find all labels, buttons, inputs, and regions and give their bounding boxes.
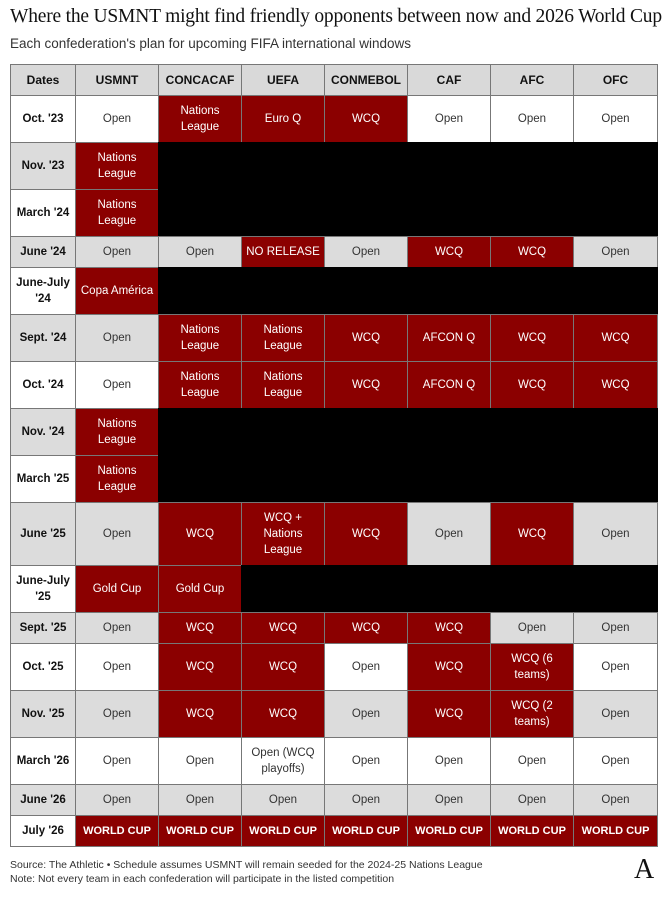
note: Note: Not every team in each confederation will participate in the listed competition <box>10 873 395 885</box>
schedule-cell-concacaf: Nations League <box>158 314 242 362</box>
schedule-cell-ofc: WORLD CUP <box>573 815 658 847</box>
chart-title: Where the USMNT might find friendly opponents between now and 2026 World Cup <box>10 6 662 27</box>
schedule-cell-concacaf: Nations League <box>158 361 242 409</box>
blackout-block <box>158 408 658 456</box>
column-header-usmnt: USMNT <box>75 64 159 96</box>
schedule-cell-ofc: Open <box>573 612 658 644</box>
schedule-cell-afc: WCQ (2 teams) <box>490 690 574 738</box>
schedule-cell-concacaf: WORLD CUP <box>158 815 242 847</box>
schedule-cell-uefa: NO RELEASE <box>241 236 325 268</box>
row-date: March '25 <box>10 455 76 503</box>
schedule-cell-uefa: Open (WCQ playoffs) <box>241 737 325 785</box>
row-date: Sept. '24 <box>10 314 76 362</box>
schedule-cell-caf: WCQ <box>407 612 491 644</box>
schedule-cell-ofc: WCQ <box>573 314 658 362</box>
schedule-cell-conmebol: WCQ <box>324 314 408 362</box>
schedule-cell-uefa: WCQ <box>241 643 325 691</box>
schedule-cell-usmnt: Nations League <box>75 142 159 190</box>
schedule-cell-ofc: Open <box>573 643 658 691</box>
the-athletic-logo: A <box>634 854 655 885</box>
schedule-cell-ofc: Open <box>573 236 658 268</box>
schedule-cell-conmebol: Open <box>324 643 408 691</box>
schedule-cell-uefa: Nations League <box>241 314 325 362</box>
schedule-cell-caf: Open <box>407 784 491 816</box>
schedule-cell-uefa: WCQ + Nations League <box>241 502 325 566</box>
schedule-cell-afc: Open <box>490 95 574 143</box>
row-date: March '26 <box>10 737 76 785</box>
schedule-cell-caf: Open <box>407 737 491 785</box>
schedule-cell-uefa: Euro Q <box>241 95 325 143</box>
schedule-cell-usmnt: Open <box>75 612 159 644</box>
schedule-cell-caf: AFCON Q <box>407 361 491 409</box>
source-note: Source: The Athletic • Schedule assumes USMNT will remain seeded for the 2024-25 Nations League <box>10 859 483 871</box>
schedule-cell-afc: Open <box>490 784 574 816</box>
schedule-cell-conmebol: Open <box>324 236 408 268</box>
schedule-cell-usmnt: Open <box>75 502 159 566</box>
row-date: Oct. '24 <box>10 361 76 409</box>
schedule-cell-conmebol: Open <box>324 737 408 785</box>
schedule-cell-usmnt: Open <box>75 643 159 691</box>
schedule-cell-ofc: Open <box>573 784 658 816</box>
schedule-cell-usmnt: Open <box>75 784 159 816</box>
schedule-cell-afc: WORLD CUP <box>490 815 574 847</box>
row-date: June-July '25 <box>10 565 76 613</box>
chart-subtitle: Each confederation's plan for upcoming FIFA international windows <box>10 36 412 51</box>
schedule-cell-caf: WCQ <box>407 643 491 691</box>
schedule-cell-ofc: WCQ <box>573 361 658 409</box>
row-date: June '26 <box>10 784 76 816</box>
schedule-cell-concacaf: Open <box>158 737 242 785</box>
row-date: Sept. '25 <box>10 612 76 644</box>
row-date: Nov. '24 <box>10 408 76 456</box>
row-date: July '26 <box>10 815 76 847</box>
column-header-ofc: OFC <box>573 64 658 96</box>
schedule-cell-afc: WCQ <box>490 502 574 566</box>
schedule-cell-usmnt: WORLD CUP <box>75 815 159 847</box>
schedule-cell-usmnt: Open <box>75 314 159 362</box>
schedule-cell-concacaf: WCQ <box>158 690 242 738</box>
schedule-cell-concacaf: Nations League <box>158 95 242 143</box>
schedule-cell-ofc: Open <box>573 690 658 738</box>
schedule-cell-uefa: WORLD CUP <box>241 815 325 847</box>
schedule-cell-uefa: WCQ <box>241 612 325 644</box>
column-header-concacaf: CONCACAF <box>158 64 242 96</box>
schedule-cell-usmnt: Open <box>75 95 159 143</box>
schedule-cell-concacaf: Open <box>158 784 242 816</box>
schedule-cell-conmebol: WCQ <box>324 95 408 143</box>
schedule-cell-usmnt: Open <box>75 690 159 738</box>
schedule-cell-caf: WCQ <box>407 236 491 268</box>
schedule-cell-afc: WCQ <box>490 361 574 409</box>
schedule-cell-ofc: Open <box>573 737 658 785</box>
schedule-cell-ofc: Open <box>573 502 658 566</box>
schedule-cell-caf: WORLD CUP <box>407 815 491 847</box>
schedule-cell-concacaf: WCQ <box>158 643 242 691</box>
schedule-cell-afc: Open <box>490 612 574 644</box>
row-date: June-July '24 <box>10 267 76 315</box>
schedule-cell-uefa: Nations League <box>241 361 325 409</box>
schedule-cell-caf: Open <box>407 95 491 143</box>
schedule-cell-usmnt: Nations League <box>75 408 159 456</box>
schedule-cell-afc: WCQ <box>490 236 574 268</box>
schedule-cell-caf: WCQ <box>407 690 491 738</box>
row-date: June '24 <box>10 236 76 268</box>
blackout-block <box>158 267 658 315</box>
schedule-cell-conmebol: WCQ <box>324 502 408 566</box>
schedule-cell-usmnt: Gold Cup <box>75 565 159 613</box>
row-date: Nov. '23 <box>10 142 76 190</box>
schedule-cell-conmebol: WORLD CUP <box>324 815 408 847</box>
schedule-cell-concacaf: WCQ <box>158 502 242 566</box>
schedule-cell-usmnt: Open <box>75 737 159 785</box>
column-header-dates: Dates <box>10 64 76 96</box>
schedule-cell-caf: Open <box>407 502 491 566</box>
column-header-uefa: UEFA <box>241 64 325 96</box>
column-header-caf: CAF <box>407 64 491 96</box>
schedule-cell-conmebol: WCQ <box>324 361 408 409</box>
schedule-cell-usmnt: Nations League <box>75 455 159 503</box>
blackout-block <box>241 565 658 613</box>
column-header-conmebol: CONMEBOL <box>324 64 408 96</box>
schedule-cell-conmebol: WCQ <box>324 612 408 644</box>
row-date: Oct. '25 <box>10 643 76 691</box>
schedule-cell-concacaf: Open <box>158 236 242 268</box>
row-date: Nov. '25 <box>10 690 76 738</box>
schedule-cell-concacaf: WCQ <box>158 612 242 644</box>
schedule-table <box>10 64 657 846</box>
schedule-cell-afc: WCQ (6 teams) <box>490 643 574 691</box>
blackout-block <box>158 189 658 237</box>
schedule-cell-uefa: Open <box>241 784 325 816</box>
row-date: June '25 <box>10 502 76 566</box>
schedule-cell-afc: WCQ <box>490 314 574 362</box>
column-header-afc: AFC <box>490 64 574 96</box>
blackout-block <box>158 455 658 503</box>
schedule-cell-concacaf: Gold Cup <box>158 565 242 613</box>
row-date: Oct. '23 <box>10 95 76 143</box>
schedule-cell-ofc: Open <box>573 95 658 143</box>
schedule-cell-caf: AFCON Q <box>407 314 491 362</box>
schedule-cell-conmebol: Open <box>324 690 408 738</box>
schedule-cell-afc: Open <box>490 737 574 785</box>
schedule-cell-usmnt: Nations League <box>75 189 159 237</box>
schedule-cell-conmebol: Open <box>324 784 408 816</box>
blackout-block <box>158 142 658 190</box>
row-date: March '24 <box>10 189 76 237</box>
footer <box>10 858 483 886</box>
schedule-cell-usmnt: Open <box>75 361 159 409</box>
schedule-cell-usmnt: Copa América <box>75 267 159 315</box>
schedule-cell-usmnt: Open <box>75 236 159 268</box>
schedule-cell-uefa: WCQ <box>241 690 325 738</box>
